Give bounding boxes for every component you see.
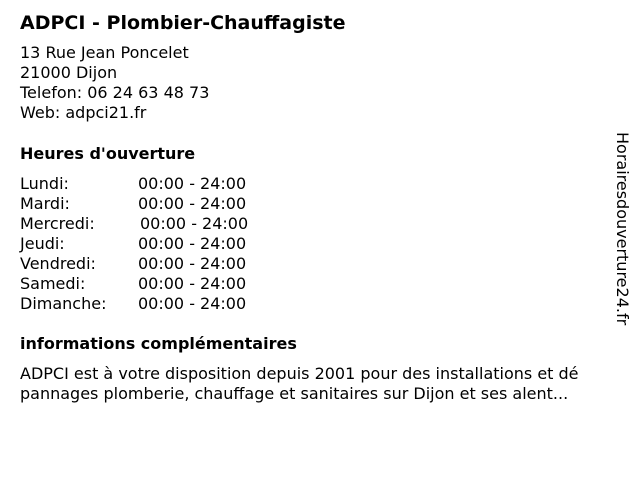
opening-hours-table (20, 174, 280, 314)
hours-day: Mardi: (20, 194, 70, 213)
address-city: 21000 Dijon (20, 63, 118, 82)
hours-row-saturday (20, 274, 280, 294)
hours-row-wednesday (20, 214, 280, 234)
hours-day: Mercredi: (20, 214, 95, 233)
website: Web: adpci21.fr (20, 103, 147, 122)
hours-row-friday (20, 254, 280, 274)
opening-hours-heading: Heures d'ouverture (20, 144, 196, 163)
additional-info-text (20, 364, 630, 404)
business-name: ADPCI - Plombier-Chauffagiste (20, 12, 346, 34)
hours-row-sunday (20, 294, 280, 314)
hours-time: 00:00 - 24:00 (138, 234, 247, 253)
hours-day: Dimanche: (20, 294, 107, 313)
hours-row-thursday (20, 234, 280, 254)
hours-day: Lundi: (20, 174, 69, 193)
hours-row-tuesday (20, 194, 280, 214)
hours-time: 00:00 - 24:00 (138, 174, 247, 193)
hours-time: 00:00 - 24:00 (138, 274, 247, 293)
hours-time: 00:00 - 24:00 (138, 194, 247, 213)
info-line: ADPCI est à votre disposition depuis 2001 pour des installations et dé (20, 364, 579, 383)
hours-day: Vendredi: (20, 254, 96, 273)
hours-time: 00:00 - 24:00 (138, 294, 247, 313)
address-street: 13 Rue Jean Poncelet (20, 43, 189, 62)
hours-time: 00:00 - 24:00 (140, 214, 249, 233)
phone-number: Telefon: 06 24 63 48 73 (20, 83, 210, 102)
site-watermark: Horairesdouverture24.fr (613, 132, 632, 326)
hours-day: Jeudi: (20, 234, 65, 253)
hours-time: 00:00 - 24:00 (138, 254, 247, 273)
hours-row-monday (20, 174, 280, 194)
hours-day: Samedi: (20, 274, 86, 293)
additional-info-heading: informations complémentaires (20, 334, 297, 353)
business-contact (20, 43, 209, 123)
info-line: pannages plomberie, chauffage et sanitaires sur Dijon et ses alent... (20, 384, 569, 403)
